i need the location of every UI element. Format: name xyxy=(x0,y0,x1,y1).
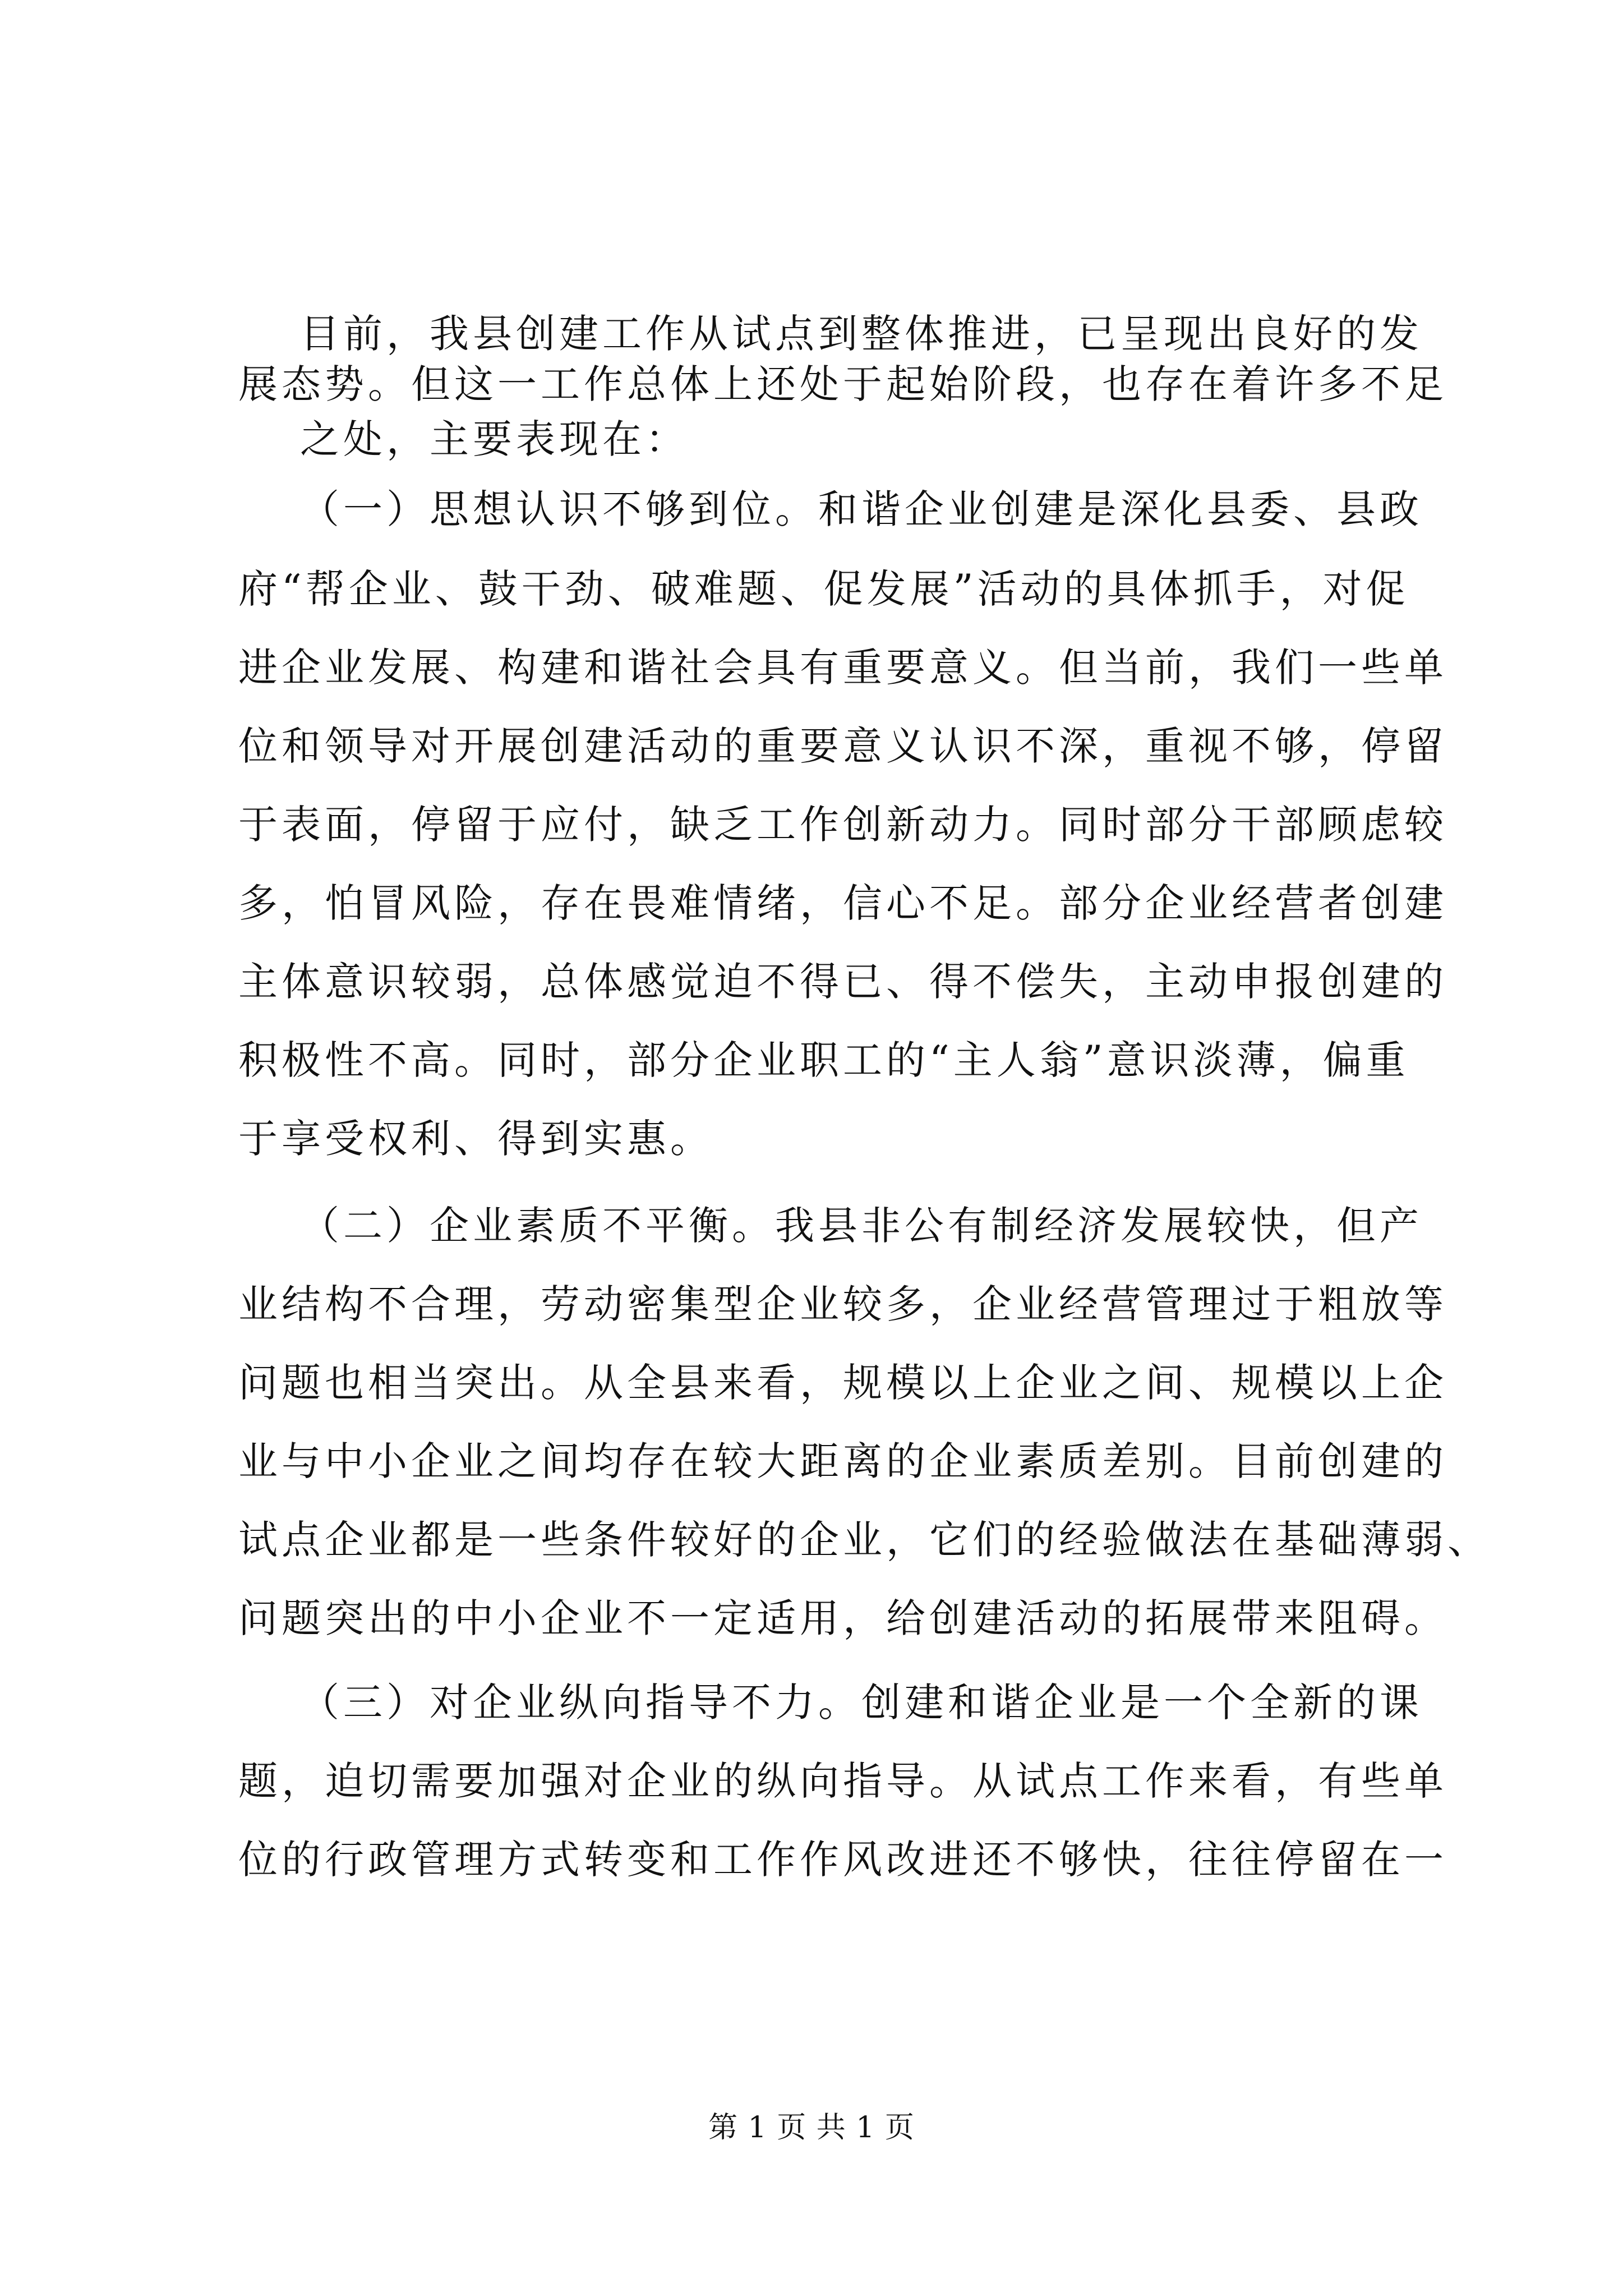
text-line: 业结构不合理，劳动密集型企业较多，企业经营管理过于粗放等 xyxy=(238,1281,1447,1327)
page-footer: 第 1 页 共 1 页 xyxy=(708,2111,915,2145)
text-line: 于表面，停留于应付，缺乏工作创新动力。同时部分干部顾虑较 xyxy=(238,802,1447,848)
text-line: 积极性不高。同时，部分企业职工的“主人翁”意识淡薄，偏重 xyxy=(238,1037,1409,1083)
text-line: 进企业发展、构建和谐社会具有重要意义。但当前，我们一些单 xyxy=(238,645,1447,691)
text-line: 试点企业都是一些条件较好的企业，它们的经验做法在基础薄弱、 xyxy=(238,1517,1491,1563)
text-line: 题，迫切需要加强对企业的纵向指导。从试点工作来看，有些单 xyxy=(238,1758,1447,1804)
text-line: 目前，我县创建工作从试点到整体推进，已呈现出良好的发 xyxy=(300,311,1423,357)
text-line: 主体意识较弱，总体感觉迫不得已、得不偿失，主动申报创建的 xyxy=(238,959,1447,1005)
text-line: 位和领导对开展创建活动的重要意义认识不深，重视不够，停留 xyxy=(238,723,1447,769)
text-line: 府“帮企业、鼓干劲、破难题、促发展”活动的具体抓手，对促 xyxy=(238,566,1409,612)
text-line: 问题也相当突出。从全县来看，规模以上企业之间、规模以上企 xyxy=(238,1360,1447,1406)
text-line: 业与中小企业之间均存在较大距离的企业素质差别。目前创建的 xyxy=(238,1438,1447,1484)
text-line: 之处，主要表现在： xyxy=(300,416,689,462)
text-line: 展态势。但这一工作总体上还处于起始阶段，也存在着许多不足 xyxy=(238,361,1447,407)
text-line: 位的行政管理方式转变和工作作风改进还不够快，往往停留在一 xyxy=(238,1837,1447,1883)
text-line: （一）思想认识不够到位。和谐企业创建是深化县委、县政 xyxy=(300,486,1423,532)
text-line: 多，怕冒风险，存在畏难情绪，信心不足。部分企业经营者创建 xyxy=(238,880,1447,926)
text-line: （二）企业素质不平衡。我县非公有制经济发展较快，但产 xyxy=(300,1203,1423,1249)
text-line: （三）对企业纵向指导不力。创建和谐企业是一个全新的课 xyxy=(300,1680,1423,1726)
text-line: 问题突出的中小企业不一定适用，给创建活动的拓展带来阻碍。 xyxy=(238,1595,1447,1641)
text-line: 于享受权利、得到实惠。 xyxy=(238,1116,713,1162)
